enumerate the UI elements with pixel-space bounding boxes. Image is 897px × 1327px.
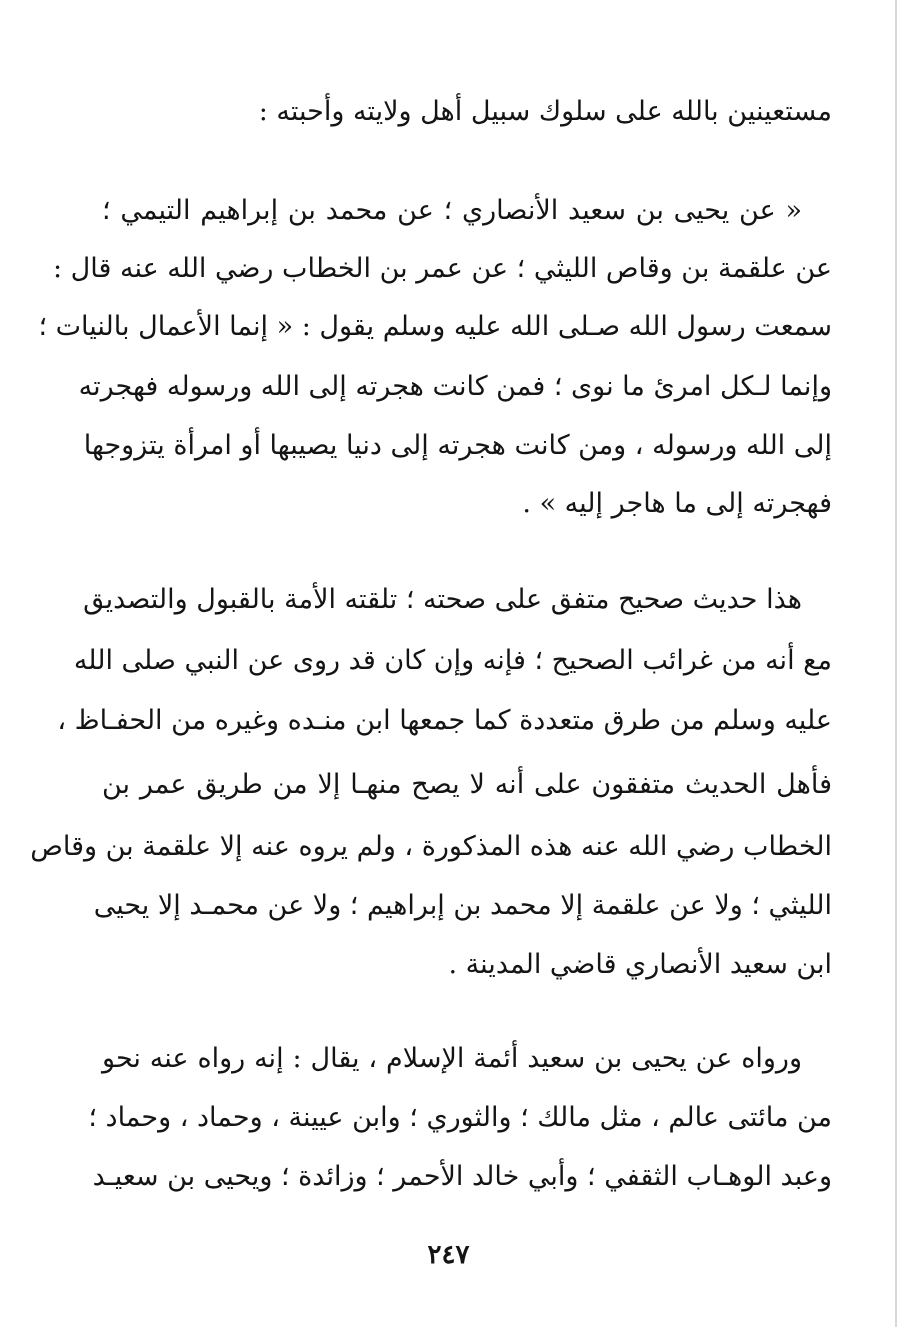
text-line-commentary-6: الليثي ؛ ولا عن علقمة إلا محمد بن إبراهيم ؛ ولا عن محمـد إلا يحيى	[93, 890, 832, 921]
text-line-commentary-5: الخطاب رضي الله عنه هذه المذكورة ، ولم يروه عنه إلا علقمة بن وقاص	[30, 831, 832, 862]
text-line-narrators-2: من مائتى عالم ، مثل مالك ؛ والثوري ؛ وابن عيينة ، وحماد ، وحماد ؛	[88, 1102, 832, 1133]
text-line-hadith-4: وإنما لـكل امرئ ما نوى ؛ فمن كانت هجرته إلى الله ورسوله فهجرته	[78, 371, 832, 402]
text-line-commentary-2: مع أنه من غرائب الصحيح ؛ فإنه وإن كان قد روى عن النبي صلى الله	[73, 645, 832, 676]
text-line-hadith-2: عن علقمة بن وقاص الليثي ؛ عن عمر بن الخطاب رضي الله عنه قال :	[52, 253, 832, 284]
text-line-hadith-1: « عن يحيى بن سعيد الأنصاري ؛ عن محمد بن إبراهيم التيمي ؛	[102, 195, 802, 226]
text-line-commentary-3: عليه وسلم من طرق متعددة كما جمعها ابن منـده وغيره من الحفـاظ ،	[57, 705, 832, 736]
text-line-commentary-4: فأهل الحديث متفقون على أنه لا يصح منهـا إلا من طريق عمر بن	[102, 769, 832, 800]
text-line-commentary-1: هذا حديث صحيح متفق على صحته ؛ تلقته الأمة بالقبول والتصديق	[83, 584, 802, 615]
text-line-narrators-1: ورواه عن يحيى بن سعيد أئمة الإسلام ، يقال : إنه رواه عنه نحو	[102, 1043, 802, 1074]
text-line-hadith-5: إلى الله ورسوله ، ومن كانت هجرته إلى دنيا يصيبها أو امرأة يتزوجها	[83, 430, 832, 461]
text-line-hadith-3: سمعت رسول الله صـلى الله عليه وسلم يقول : « إنما الأعمال بالنيات ؛	[38, 311, 832, 342]
text-line-narrators-3: وعبد الوهـاب الثقفي ؛ وأبي خالد الأحمر ؛ وزائدة ؛ ويحيى بن سعيـد	[92, 1161, 832, 1192]
page-number: ٢٤٧	[427, 1240, 470, 1270]
text-line-commentary-7: ابن سعيد الأنصاري قاضي المدينة .	[448, 949, 832, 980]
text-line-hadith-6: فهجرته إلى ما هاجر إليه » .	[522, 488, 832, 519]
text-line-intro: مستعينين بالله على سلوك سبيل أهل ولايته وأحبته :	[258, 96, 832, 127]
